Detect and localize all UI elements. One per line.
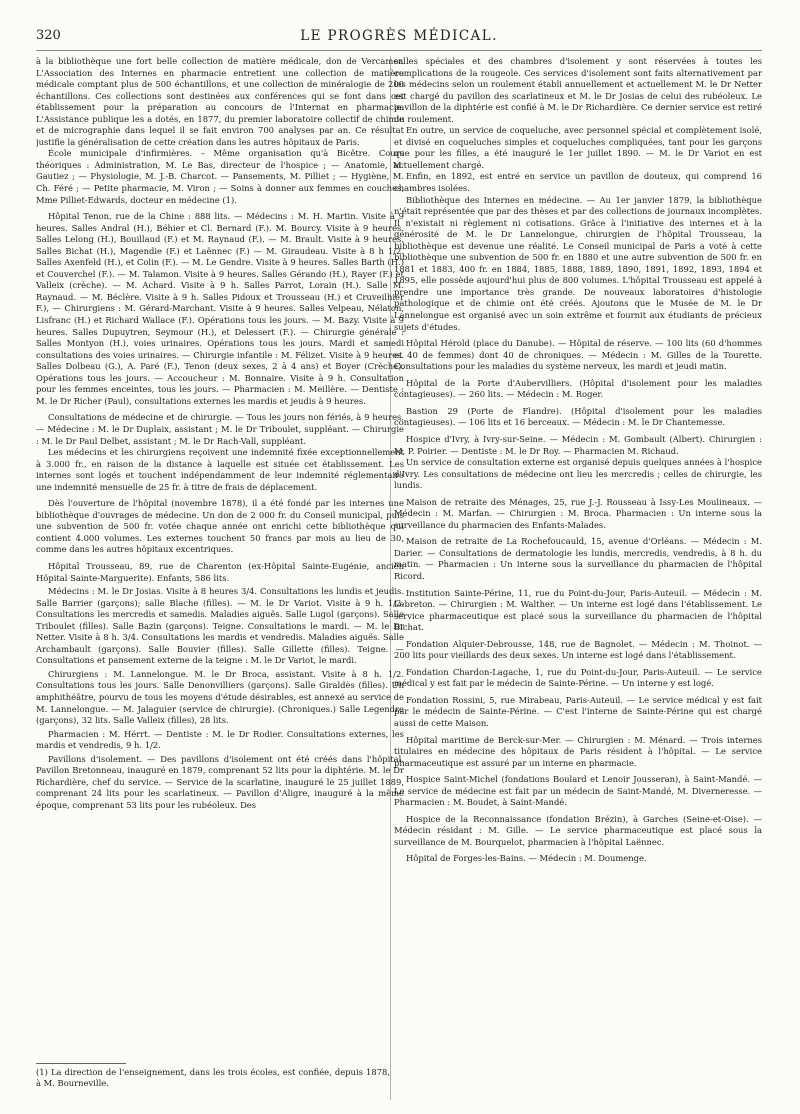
footnote: (1) La direction de l'enseignement, dans les trois écoles, est confiée, depuis 1878, à M. Bourneville. — [36, 1067, 390, 1089]
paragraph: Bastion 29 (Porte de Flandre). (Hôpital d'isolement pour les maladies contagieuses). — 106 lits et 16 berceaux. — Médecin : M. le Dr Chantemesse. — [394, 405, 762, 428]
paragraph: Pharmacien : M. Hérrt. — Dentiste : M. le Dr Rodier. Consultations externes, les mardis et vendredis, 9 h. 1/2. — [36, 728, 404, 751]
paragraph: Chirurgiens : M. Lannelongue. M. le Dr Broca, assistant. Visite à 8 h. 1/2. Consultations tous les jours. Salle Denonvilliers (garçons). Salle Giraldès (filles). Un amphithéâtre, pourvu de tous les moyens d'étude désirables, est annexé au service de M. Lannelongue. — M. Jalaguier (service de chirurgie). (Chroniques.) Salle Legendre (garçons), 32 lits. Salle Valleix (filles), 28 lits. — [36, 668, 404, 726]
paragraph: Consultations de médecine et de chirurgie. — Tous les jours non fériés, à 9 heures. — Médecine : M. le Dr Duplaix, assistant ; M. le Dr Triboulet, suppléant. — Chirurgie : M. le Dr Paul Delbet, assistant ; M. le Dr Rach-Vall, suppléant. — [36, 412, 404, 446]
paragraph: Dès l'ouverture de l'hôpital (novembre 1878), il a été fondé par les internes une bibliothèque d'ouvrages de médecine. Un don de 2 000 fr. du Conseil municipal, puis une subvention de 500 fr. votée chaque année ont enrichi cette bibliothèque qui contient 4.000 volumes. Les externes touchent 50 francs par mois au lieu de 30, comme dans les autres hôpitaux excentriques. — [36, 498, 404, 555]
paragraph: Hôpital maritime de Berck-sur-Mer. — Chirurgien : M. Ménard. — Trois internes titulaires en médecine des hôpitaux de Paris résident à l'hôpital. — Le service pharmaceutique est assuré par un interne en pharmacie. — [394, 734, 762, 768]
paragraph: École municipale d'infirmières. – Même organisation qu'à Bicêtre. Cours théoriques : Administration, M. Le Bas, directeur de l'hospice ; — Anatomie, M. Gautiez ; — Physiologie, M. J.-B. Charcot. — Pansements, M. Pilliet ; — Hygiène, M. Ch. Féré ; — Petite pharmacie, M. Viron ; — Soins à donner aux femmes en couches, Mme Pilliet-Edwards, docteur en médecine (1). — [36, 148, 404, 205]
page-header — [36, 28, 762, 48]
paragraph: Fondation Alquier-Debrousse, 148, rue de Bagnolet. — Médecin : M. Thoinot. — 200 lits pour vieillards des deux sexes. Un interne est logé dans l'établissement. — [394, 638, 762, 661]
paragraph: Hôpital Hérold (place du Danube). — Hôpital de réserve. — 100 lits (60 d'hommes et 40 de femmes) dont 40 de chroniques. — Médecin : M. Gilles de la Tourette. Consultations pour les maladies du système nerveux, les mardi et jeudi matin. — [394, 338, 762, 372]
page-number: 320 — [36, 28, 61, 43]
header-rule — [36, 50, 762, 51]
paragraph: Les médecins et les chirurgiens reçoivent une indemnité fixée exceptionnellement à 3.000 fr., en raison de la distance à laquelle est située cet établissement. Les internes sont logés et touchent indépendamment de leur indemnité réglementaire une indemnité mensuelle de 25 fr. à titre de frais de déplacement. — [36, 447, 404, 492]
paragraph: Institution Sainte-Périne, 11, rue du Point-du-Jour, Paris-Auteuil. — Médecin : M. Lebreton. — Chirurgien : M. Walther. — Un interne est logé dans l'établissement. Le service pharmaceutique est placé sous la surveillance du pharmacien de l'hôpital Bichat. — [394, 587, 762, 633]
paragraph: Enfin, en 1892, est entré en service un pavillon de douteux, qui comprend 16 chambres isolées. — [394, 171, 762, 194]
paragraph: Hospice Saint-Michel (fondations Boulard et Lenoir Jousseran), à Saint-Mandé. — Le service de médecine est fait par un médecin de Saint-Mandé, M. Diverneresse. — Pharmacien : M. Boudet, à Saint-Mandé. — [394, 774, 762, 808]
paragraph: Hôpital de la Porte d'Aubervilliers. (Hôpital d'isolement pour les maladies contagieuses). — 260 lits. — Médecin : M. Roger. — [394, 377, 762, 400]
paragraph: Médecins : M. le Dr Josias. Visite à 8 heures 3/4. Consultations les lundis et jeudis. Salle Barrier (garçons); salle Blache (filles). — M. le Dr Variot. Visite à 9 h. 1/2. Consultations les mercredis et samedis. Maladies aiguës. Salle Lugol (garçons). Salle Triboulet (filles). Salle Bazin (garçons). Teigne. Consultations le mardi. — M. le Dr Netter. Visite à 8 h. 3/4. Consultations les mardis et vendredis. Maladies aiguës. Salle Archambault (garçons). Salle Bouvier (filles). Salle Gillette (filles). Teigne. — Consultations et pansement externe de la teigne : M. le Dr Variot, le mardi. — [36, 586, 404, 666]
paragraph: Hôpital Tenon, rue de la Chine : 888 lits. — Médecins : M. H. Martin. Visite à 9 heures. Salles Andral (H.), Béhier et Cl. Bernard (F.). M. Bourcy. Visite à 9 heures. Salles Lelong (H.), Bouillaud (F.) et M. Raynaud (F.). — M. Brault. Visite à 9 heures. Salles Bichat (H.), Magendie (F.) et Laënnec (F.) — M. Giraudeau. Visite à 8 h 1/2. Salles Axenfeld (H.), et Colin (F.). — M. Le Gendre. Visite à 9 heures. Salles Barth (H.) et Couverchel (F.). — M. Talamon. Visite à 9 heures. Salles Gérando (H.), Rayer (F.) et Valleix (crèche). — M. Achard. Visite à 9 h. Salles Parrot, Lorain (H.). Salle M. Raynaud. — M. Béclère. Visite à 9 h. Salles Pidoux et Trousseau (H.) et Cruveilhier F.), — Chirurgiens : M. Gérard-Marchant. Visite à 9 heures. Salles Velpeau, Nélaton, Lisfranc (H.) et Richard Wallace (F.). Opérations tous les jours. — M. Bazy. Visite à 9 heures. Salles Dupuytren, Seymour (H.), et Delessert (F.). — Chirurgie générale : Salles Montyon (H.), voies urinaires. Opérations tous les jours. Mardi et samedi consultations des voies urinaires. — Chirurgie infantile : M. Félizet. Visite à 9 heures. Salles Dolbeau (G.), A. Paré (F.), Tenon (deux sexes, 2 à 4 ans) et Boyer (Crèche). Opérations tous les jours. — Accoucheur : M. Bonnaire. Visite à 9 h. Consultation pour les femmes enceintes, tous les jours. — Pharmacien : M. Meillère. — Dentiste : M. le Dr Richer (Paul), consultations externes les mardis et jeudis à 9 heures. — [36, 211, 404, 406]
paragraph: En outre, un service de coqueluche, avec personnel spécial et complètement isolé, et divisé en coqueluches simples et coqueluches compliquées, tant pour les garçons que pour les filles, a été inauguré le 1er juillet 1890. — M. le Dr Variot en est actuellement chargé. — [394, 125, 762, 170]
paragraph: Bibliothèque des Internes en médecine. — Au 1er janvier 1879, la bibliothèque n'était représentée que par des thèses et par des collections de journaux incomplètes. Il n'existait ni règlement ni cotisations. Grâce à l'initiative des internes et à la générosité de M. le Dr Lannelongue, chirurgien de l'hôpital Trousseau, la bibliothèque est devenue une réalité. Le Conseil municipal de Paris a voté à cette bibliothèque une subvention de 500 fr. en 1880 et une autre subvention de 500 fr. en 1881 et 1883, 400 fr. en 1884, 1885, 1888, 1889, 1890, 1891, 1892, 1893, 1894 et 1895, elle possède aujourd'hui plus de 800 volumes. L'hôpital Trousseau est appelé à prendre une importance très grande. De nouveaux laboratoires d'histologie pathologique et de chimie ont été créés. Ajoutons que le Musée de M. le Dr Lannelongue est organisé avec un soin extrême et fournit aux étudiants de précieux sujets d'études. — [394, 194, 762, 332]
paragraph: Maison de retraite de La Rochefoucauld, 15, avenue d'Orléans. — Médecin : M. Darier. — Consultations de dermatologie les lundis, mercredis, vendredis, à 8 h. du matin. — Pharmacien : Un interne sous la surveillance du pharmacien de l'hôpital Ricord. — [394, 536, 762, 581]
paragraph: Fondation Chardon-Lagache, 1, rue du Point-du-Jour, Paris-Auteuil. — Le service médical y est fait par le médecin de Sainte-Périne. — Un interne y est logé. — [394, 666, 762, 689]
paragraph: Hôpital de Forges-les-Bains. — Médecin : M. Doumenge. — [406, 853, 647, 864]
left-column — [36, 56, 404, 1096]
journal-title: LE PROGRÈS MÉDICAL. — [300, 28, 498, 44]
paragraph: Hôpital Trousseau, 89, rue de Charenton (ex-Hôpital Sainte-Eugénie, ancien Hôpital Sainte-Marguerite). Enfants, 586 lits. — [36, 560, 404, 583]
paragraph: Hospice de la Reconnaissance (fondation Brézin), à Garches (Seine-et-Oise). — Médecin résidant : M. Gille. — Le service pharmaceutique est placé sous la surveillance de M. Bourquelot, pharmacien à l'hôpital Laënnec. — [394, 813, 762, 847]
footnote-rule — [36, 1063, 126, 1064]
paragraph: Pavillons d'isolement. — Des pavillons d'isolement ont été créés dans l'hôpital. Pavillon Bretonneau, inauguré en 1879, comprenant 52 lits pour la diphtérie. M. le Dr Richardière, chef du service. — Service de la scarlatine, inauguré le 25 juillet 1889, comprenant 24 lits pour les scarlatineux. — Pavillon d'Aligre, inauguré à la même époque, comprenant 53 lits pour les rubéoleux. Des — [36, 753, 404, 810]
right-column — [394, 56, 762, 1096]
paragraph: Hospice d'Ivry, à Ivry-sur-Seine. — Médecin : M. Gombault (Albert). Chirurgien : M. P. Poirier. — Dentiste : M. le Dr Roy. — Pharmacien M. Richaud. — [394, 433, 762, 456]
paragraph: Maison de retraite des Ménages, 25, rue J.-J. Rousseau à Issy-Les Moulineaux. — Médecin : M. Marfan. — Chirurgien : M. Broca. Pharmacien : Un interne sous la surveillance du pharmacien des Enfants-Malades. — [394, 496, 762, 530]
paragraph: Fondation Rossini, 5, rue Mirabeau, Paris-Auteuil. — Le service médical y est fait par le médecin de Sainte-Périne. — C'est l'interne de Sainte-Périne qui est chargé aussi de cette Maison. — [394, 694, 762, 728]
paragraph: salles spéciales et des chambres d'isolement y sont réservées à toutes les complications de la rougeole. Ces services d'isolement sont faits alternativement par les médecins selon un roulement établi annuellement et actuellement M. le Dr Netter est chargé du pavillon des scarlatineux et M. le Dr Josias de celui des rubéoleux. Le pavillon de la diphtérie est confié à M. le Dr Richardière. Ce dernier service est retiré du roulement. — [394, 56, 762, 124]
paragraph: à la bibliothèque une fort belle collection de matière médicale, don de Vercamer. L'Association des Internes en pharmacie entretient une collection de matière médicale comptant plus de 500 échantillons, et une collection de minéralogie de 200 échantillons. Ces collections sont destinées aux conférences qui se font dans cet établissement pour la préparation au concours de l'Internat en pharmacie. L'Assistance publique les a dotés, en 1877, du premier laboratoire collectif de chimie et de micrographie dans lequel il se fait environ 700 analyses par an. Ce résultat justifie la généralisation de cette création dans les autres hôpitaux de Paris. — [36, 56, 404, 147]
paragraph: Un service de consultation externe est organisé depuis quelques années à l'hospice d'Ivry. Les consultations de médecine ont lieu les mercredis ; celles de chirurgie, les lundis. — [394, 457, 762, 491]
